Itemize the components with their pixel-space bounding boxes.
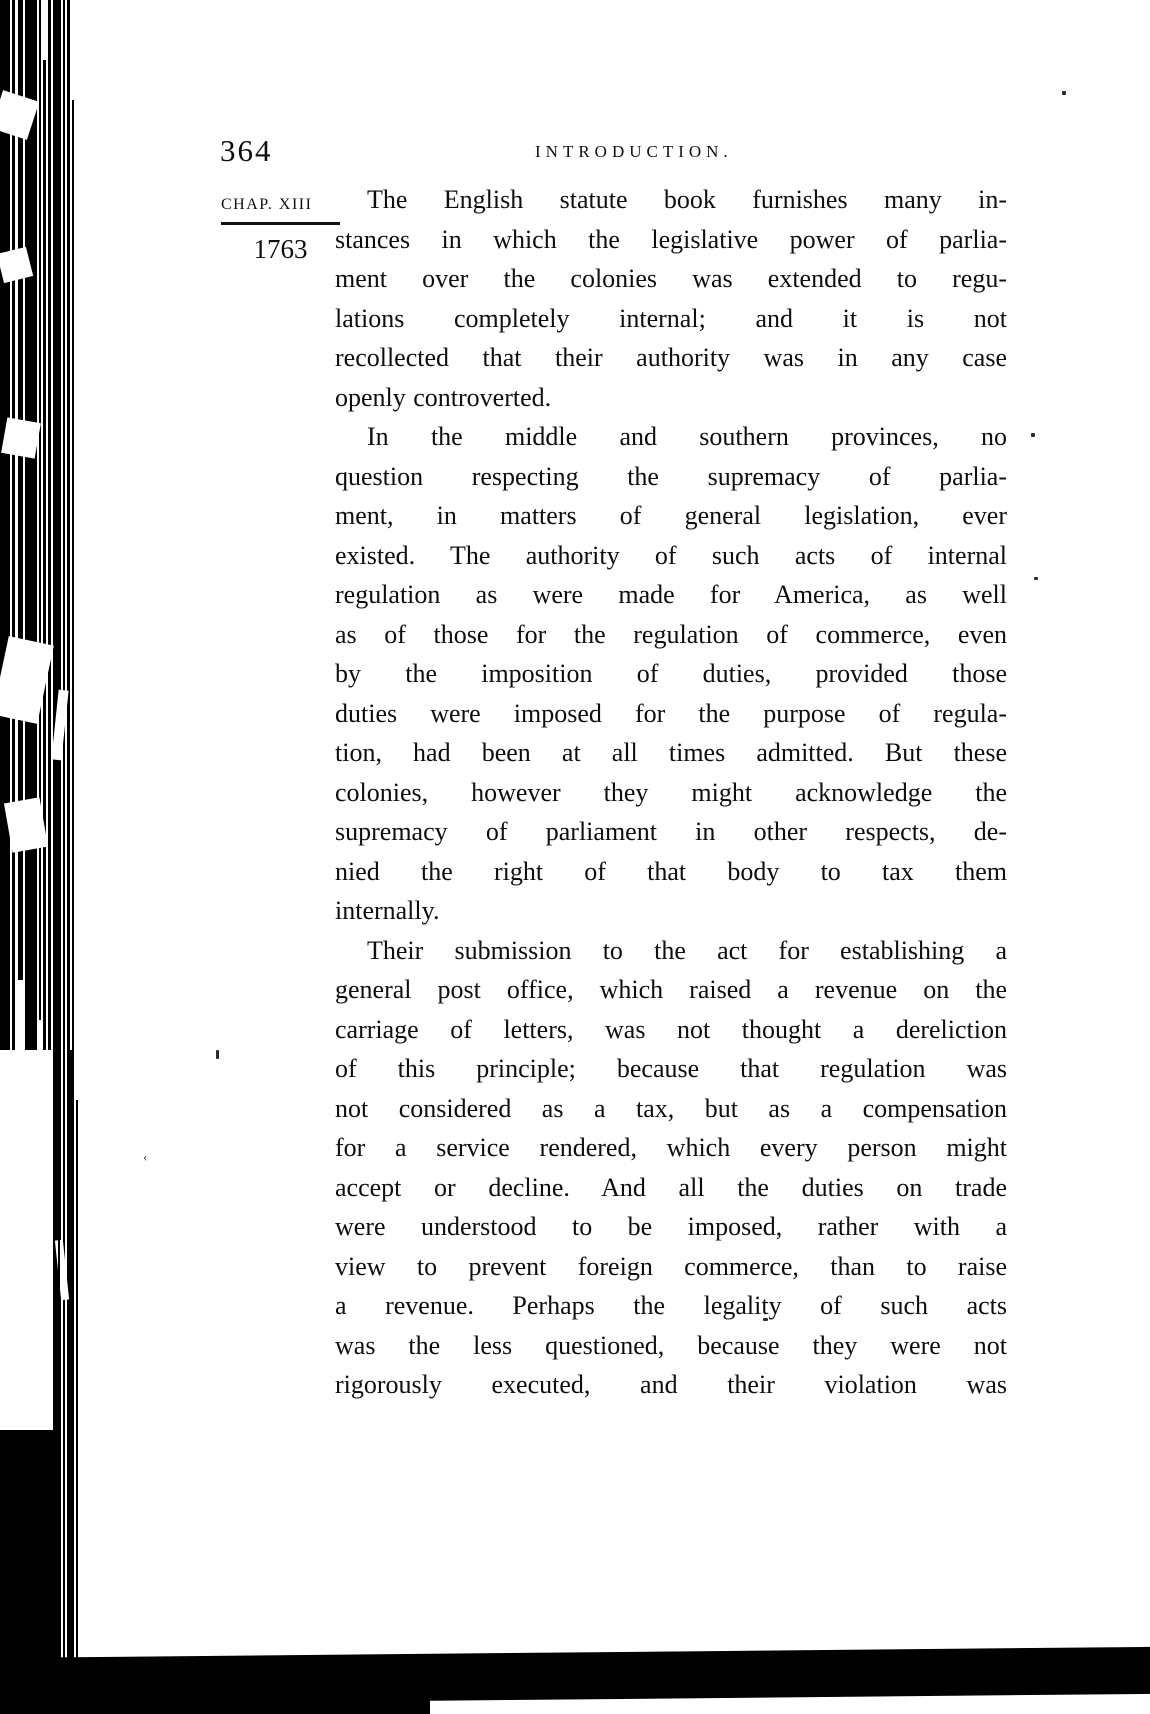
text-line: accept or decline. And all the duties on trade — [335, 1172, 1007, 1202]
text-line: supremacy of parliament in other respects, de- — [335, 817, 1007, 846]
text-line: view to prevent foreign commerce, than to raise — [335, 1251, 1007, 1281]
text-line: The English statute book furnishes many in- — [367, 185, 1007, 214]
text-line: for a service rendered, which every person might — [335, 1133, 1007, 1162]
text-line: ment, in matters of general legislation, ever — [335, 501, 1007, 530]
text-line: question respecting the supremacy of parlia- — [335, 461, 1007, 491]
text-line: colonies, however they might acknowledge the — [335, 777, 1007, 807]
margin-note-year: 1763 — [253, 234, 308, 264]
text-line: as of those for the regulation of commerce, even — [335, 619, 1007, 649]
text-line: ment over the colonies was extended to regu- — [335, 264, 1007, 293]
text-line: by the imposition of duties, provided those — [335, 659, 1007, 688]
text-line: In the middle and southern provinces, no — [367, 422, 1007, 451]
body-text — [335, 180, 1007, 1405]
scanned-book-page: ‹ 364 INTRODUCTION. CHAP. XIII 1763 The English statute book furnishes many in- stances in which the legislative power of parlia- ment over the colonies was extended to regu- lations completely internal; and it is not recollected that their authority was in any case openly controverted. In the middle and southern provinces, no question respecting the supremacy of parlia- ment, in matters of general legislation, ever existed. The authority of such acts of internal regulation as were made for America, as well as of those for the regulation of commerce, even by the imposition of duties, provided those duties were imposed for the purpose of regula- tion, had been at all times admitted. But these colonies, however they might acknowledge the supremacy of parliament in other respects, de- nied the right of that body to tax them internally. Their submission to the act for establishing a general post office, which raised a revenue on the carriage of letters, was not thought a dereliction of this principle; because that regulation was not considered as a tax, but as a compensation for a service rendered, which every person might accept or decline. And all the duties on trade were understood to be imposed, rather with a view to prevent foreign commerce, than to raise a revenue. Perhaps the legality of such acts was the less questioned, because they were not rigorously executed, and their violation was — [0, 0, 1150, 1714]
text-line: carriage of letters, was not thought a dereliction — [335, 1014, 1007, 1044]
text-line: were understood to be imposed, rather with a — [335, 1212, 1007, 1241]
text-line: a revenue. Perhaps the legality of such acts — [335, 1291, 1007, 1320]
margin-note-rule — [221, 222, 340, 225]
text-line: lations completely internal; and it is not — [335, 303, 1007, 333]
text-line: not considered as a tax, but as a compensation — [335, 1093, 1007, 1123]
text-line: nied the right of that body to tax them — [335, 856, 1007, 886]
text-line: internally. — [335, 896, 440, 925]
text-line: tion, had been at all times admitted. But these — [335, 738, 1007, 767]
text-line: was the less questioned, because they were not — [335, 1330, 1007, 1360]
margin-note-chapter: CHAP. XIII — [221, 196, 313, 213]
running-head: INTRODUCTION. — [535, 142, 733, 161]
text-line: regulation as were made for America, as well — [335, 580, 1007, 609]
paragraph-1 — [335, 180, 1007, 417]
text-line: stances in which the legislative power of parlia- — [335, 224, 1007, 254]
paragraph-3 — [335, 931, 1007, 1405]
text-line: recollected that their authority was in any case — [335, 343, 1007, 372]
text-line: of this principle; because that regulation was — [335, 1054, 1007, 1083]
text-line: duties were imposed for the purpose of regula- — [335, 698, 1007, 728]
page-number: 364 — [220, 133, 273, 168]
text-line: existed. The authority of such acts of internal — [335, 540, 1007, 570]
text-line: general post office, which raised a revenue on the — [335, 975, 1007, 1004]
paragraph-2 — [335, 417, 1007, 931]
text-line: rigorously executed, and their violation was — [335, 1370, 1007, 1399]
text-line: openly controverted. — [335, 382, 552, 412]
text-line: Their submission to the act for establishing a — [367, 935, 1007, 965]
